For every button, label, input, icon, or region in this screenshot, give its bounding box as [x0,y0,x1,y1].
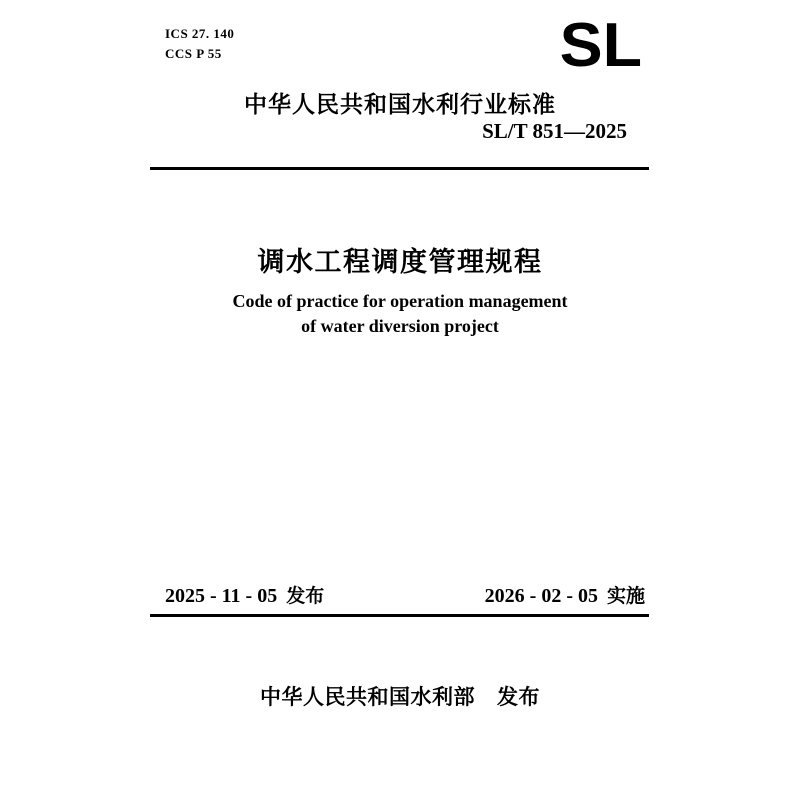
issue-date: 2025 - 11 - 05 [165,585,278,607]
publisher-label: 发布 [497,686,540,709]
sl-logo: SL [559,11,642,80]
issue-date-group [165,581,324,608]
implementation-label: 实施 [606,586,645,607]
title-english-line1: Code of practice for operation management [232,291,568,311]
implementation-date-group [485,581,645,608]
bottom-divider-rule [150,614,649,617]
classification-codes [165,24,234,64]
title-english-line2: of water diversion project [301,316,499,336]
ccs-code: CCS P 55 [165,46,222,61]
publisher-line [100,681,700,711]
standard-number: SL/T 851—2025 [482,119,627,143]
dates-row [165,581,645,608]
publisher-name: 中华人民共和国水利部 [260,686,475,709]
title-english [100,289,700,339]
title-chinese: 调水工程调度管理规程 [257,247,543,277]
standard-category-heading: 中华人民共和国水利行业标准 [244,91,556,117]
implementation-date: 2026 - 02 - 05 [484,585,598,607]
top-divider-rule [150,167,649,170]
ics-code: ICS 27. 140 [165,26,235,41]
issue-label: 发布 [286,586,325,607]
